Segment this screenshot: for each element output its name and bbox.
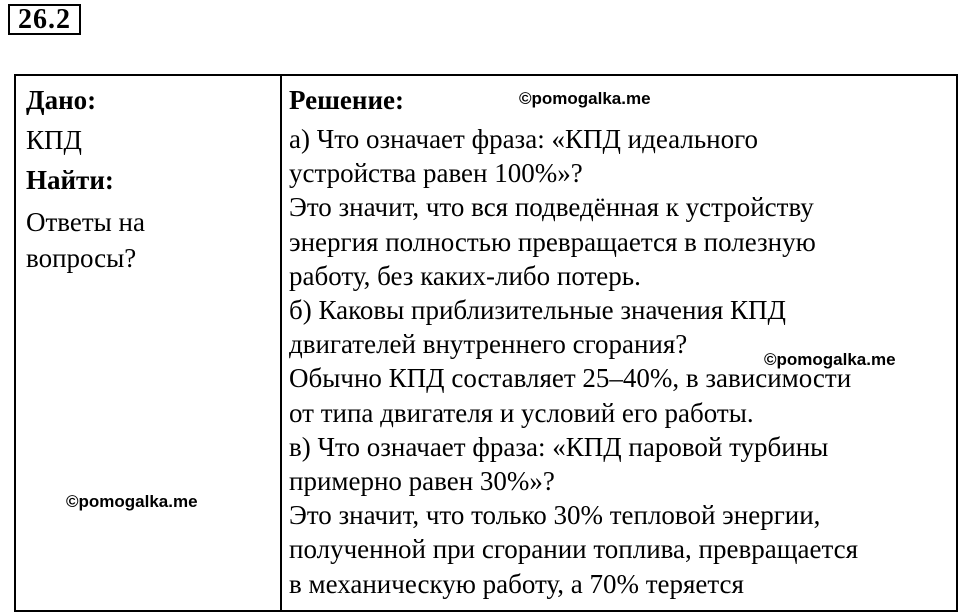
given-item: КПД (26, 125, 82, 155)
watermark: ©pomogalka.me (519, 89, 651, 108)
solution-line: полученной при сгорании топлива, превращается (289, 534, 858, 565)
solution-header: Решение: (289, 85, 404, 115)
solution-line: Обычно КПД составляет 25–40%, в зависимости (289, 363, 852, 394)
column-divider (280, 76, 282, 610)
solution-line: примерно равен 30%»? (289, 466, 555, 497)
solution-line: в) Что означает фраза: «КПД паровой турбины (289, 431, 829, 462)
given-header: Дано: (26, 85, 97, 115)
solution-line: а) Что означает фраза: «КПД идеального (289, 124, 758, 154)
task-number: 26.2 (8, 4, 81, 35)
watermark: ©pomogalka.me (764, 350, 896, 369)
solution-column (289, 80, 957, 601)
solution-line: Это значит, что вся подведённая к устройству (289, 192, 814, 223)
solution-line: энергия полностью превращается в полезную (289, 226, 816, 257)
solution-line: в механическую работу, а 70% теряется (289, 568, 744, 599)
solution-line: устройства равен 100%»? (289, 158, 583, 189)
solution-table (14, 74, 958, 612)
find-line: Ответы на (26, 207, 145, 237)
solution-line: б) Каковы приблизительные значения КПД (289, 295, 786, 326)
solution-line: Это значит, что только 30% тепловой энергии, (289, 500, 821, 531)
find-line: вопросы? (26, 243, 137, 273)
watermark: ©pomogalka.me (66, 492, 198, 511)
given-column (26, 80, 271, 276)
solution-line: работу, без каких-либо потерь. (289, 260, 641, 291)
solution-line: двигателей внутреннего сгорания? (289, 329, 688, 360)
find-header: Найти: (26, 165, 114, 195)
solution-line: от типа двигателя и условий его работы. (289, 397, 754, 428)
